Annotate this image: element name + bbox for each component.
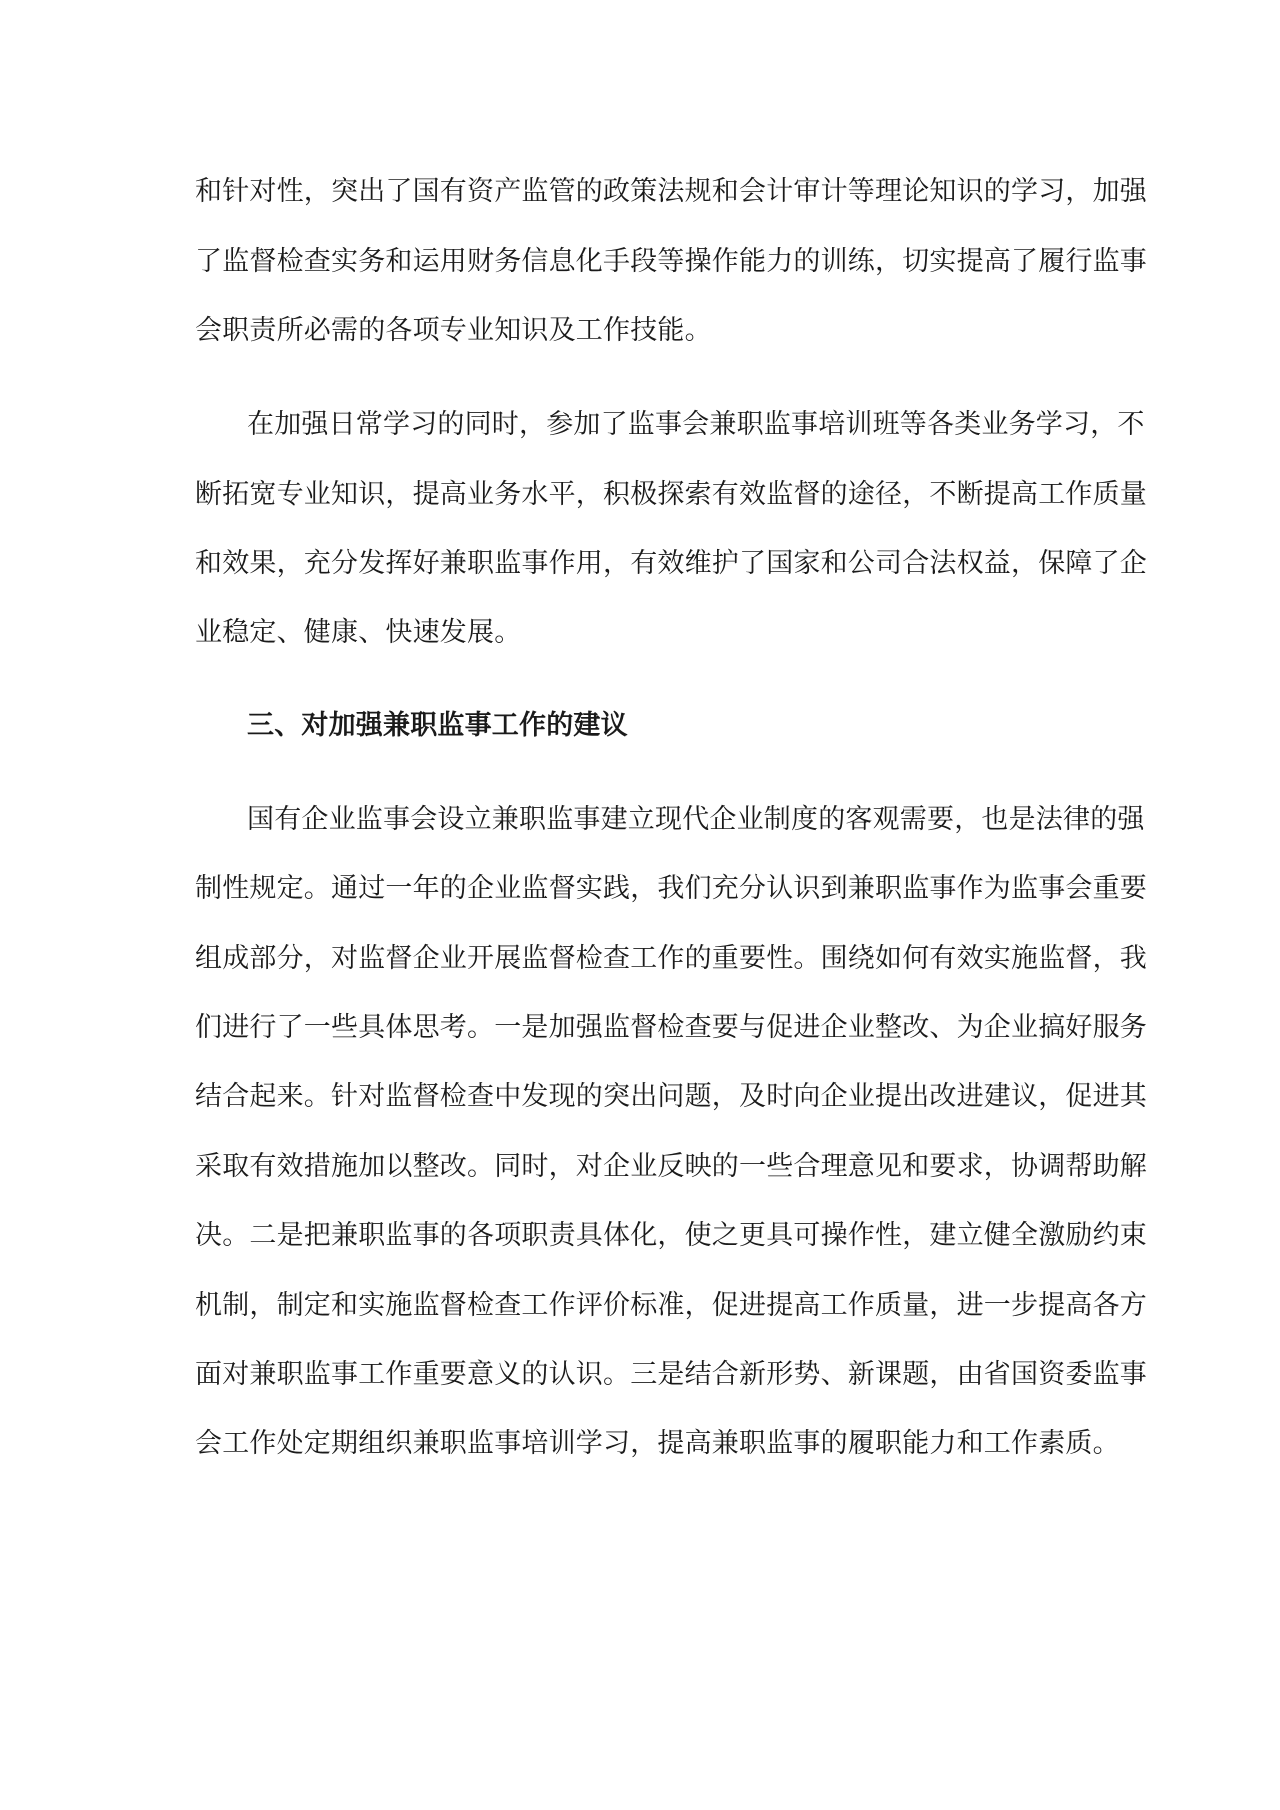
paragraph-3-line-2: 制性规定。通过一年的企业监督实践，我们充分认识到兼职监事作为监事会重要 bbox=[195, 873, 1147, 904]
paragraph-3-line-8: 机制，制定和实施监督检查工作评价标准，促进提高工作质量，进一步提高各方 bbox=[195, 1290, 1147, 1321]
paragraph-3-line-10: 会工作处定期组织兼职监事培训学习，提高兼职监事的履职能力和工作素质。 bbox=[195, 1428, 1120, 1459]
paragraph-1-line-3: 会职责所必需的各项专业知识及工作技能。 bbox=[195, 315, 712, 346]
paragraph-2-line-3: 和效果，充分发挥好兼职监事作用，有效维护了国家和公司合法权益，保障了企 bbox=[195, 548, 1147, 579]
section-heading: 三、对加强兼职监事工作的建议 bbox=[247, 710, 628, 741]
paragraph-3-line-9: 面对兼职监事工作重要意义的认识。三是结合新形势、新课题，由省国资委监事 bbox=[195, 1359, 1147, 1390]
paragraph-3-line-4: 们进行了一些具体思考。一是加强监督检查要与促进企业整改、为企业搞好服务 bbox=[195, 1012, 1147, 1043]
paragraph-2-line-1: 在加强日常学习的同时，参加了监事会兼职监事培训班等各类业务学习，不 bbox=[247, 409, 1145, 440]
paragraph-3-line-6: 采取有效措施加以整改。同时，对企业反映的一些合理意见和要求，协调帮助解 bbox=[195, 1151, 1147, 1182]
paragraph-3-line-7: 决。二是把兼职监事的各项职责具体化，使之更具可操作性，建立健全激励约束 bbox=[195, 1220, 1147, 1251]
paragraph-1-line-1: 和针对性，突出了国有资产监管的政策法规和会计审计等理论知识的学习，加强 bbox=[195, 176, 1147, 207]
paragraph-3-line-1: 国有企业监事会设立兼职监事建立现代企业制度的客观需要，也是法律的强 bbox=[247, 804, 1145, 835]
paragraph-3-line-3: 组成部分，对监督企业开展监督检查工作的重要性。围绕如何有效实施监督，我 bbox=[195, 943, 1147, 974]
paragraph-1-line-2: 了监督检查实务和运用财务信息化手段等操作能力的训练，切实提高了履行监事 bbox=[195, 246, 1147, 277]
paragraph-2-line-4: 业稳定、健康、快速发展。 bbox=[195, 617, 522, 648]
paragraph-3-line-5: 结合起来。针对监督检查中发现的突出问题，及时向企业提出改进建议，促进其 bbox=[195, 1081, 1147, 1112]
paragraph-2-line-2: 断拓宽专业知识，提高业务水平，积极探索有效监督的途径，不断提高工作质量 bbox=[195, 479, 1147, 510]
